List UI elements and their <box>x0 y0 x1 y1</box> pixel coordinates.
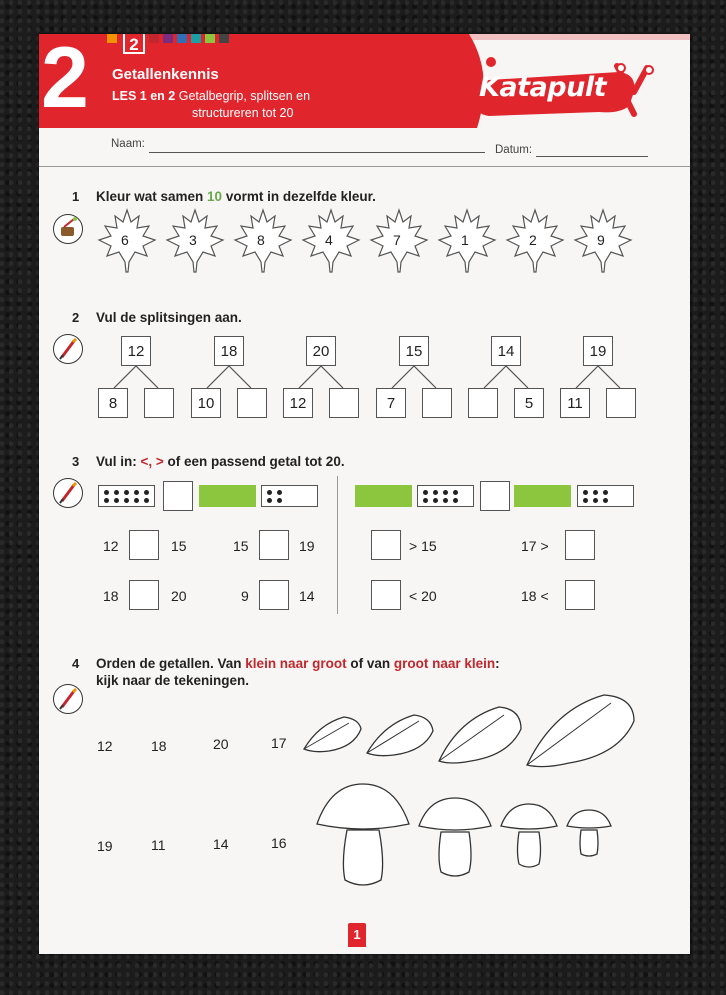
paint-jar-icon <box>53 214 83 244</box>
leaf-number: 9 <box>597 232 605 248</box>
lesson-subtitle-1: Getalbegrip, splitsen en <box>178 89 311 103</box>
leaf-small-icon <box>304 717 361 752</box>
cmp-box-r2-a[interactable] <box>371 580 401 610</box>
leaf-number: 4 <box>325 232 333 248</box>
green-bar-1 <box>199 485 256 507</box>
cmp-l1-b: 15 <box>171 538 187 554</box>
split-right-box[interactable] <box>237 388 267 418</box>
color-strip-3 <box>163 34 173 43</box>
leaf-medium-icon <box>367 715 433 756</box>
vertical-divider <box>337 476 338 614</box>
leaf-xlarge-icon <box>527 695 634 767</box>
leaf-number: 8 <box>257 232 265 248</box>
lesson-line-1 <box>112 89 310 103</box>
green-bar-3 <box>514 485 571 507</box>
leaf-number: 6 <box>121 232 129 248</box>
color-strip-6 <box>205 34 215 43</box>
cmp-r1-a: > 15 <box>409 538 437 554</box>
split-branch-icon <box>568 366 628 388</box>
order-r1-2: 20 <box>213 736 229 752</box>
cmp-box-l2-b[interactable] <box>259 580 289 610</box>
split-top-box: 18 <box>214 336 244 366</box>
split-top-box: 15 <box>399 336 429 366</box>
split-top-box: 14 <box>491 336 521 366</box>
divider <box>39 166 690 167</box>
ex4-instruction-mid: of van <box>346 656 394 671</box>
ex4-instruction <box>96 656 500 671</box>
leaf-row <box>95 206 677 278</box>
pencil-icon-2 <box>53 478 83 508</box>
ex1-number: 1 <box>72 189 80 204</box>
split-branch-icon <box>106 366 166 388</box>
cmp-r2-b: 18 < <box>521 588 549 604</box>
color-strip-2 <box>149 34 159 43</box>
split-right-box: 5 <box>514 388 544 418</box>
split-right-box[interactable] <box>606 388 636 418</box>
compare-box-2[interactable] <box>480 481 510 511</box>
leaf-large-icon <box>439 707 521 763</box>
ex4-highlight-1: klein naar groot <box>245 656 347 671</box>
split-top-box: 12 <box>121 336 151 366</box>
leaf-number: 3 <box>189 232 197 248</box>
ex3-instruction-text: Vul in: <box>96 454 141 469</box>
order-r1-3: 17 <box>271 735 287 751</box>
ex4-number: 4 <box>72 656 80 671</box>
katapult-logo <box>469 62 659 118</box>
cmp-l2-d: 14 <box>299 588 315 604</box>
lesson-label: LES 1 en 2 <box>112 89 176 103</box>
order-r1-0: 12 <box>97 738 113 754</box>
dot-card-4 <box>261 485 318 507</box>
ex3-instruction <box>96 454 345 469</box>
ex4-instruction-line2: kijk naar de tekeningen. <box>96 673 250 688</box>
split-left-box: 10 <box>191 388 221 418</box>
cmp-box-r2-b[interactable] <box>565 580 595 610</box>
ex1-instruction <box>96 189 376 204</box>
ex3-number: 3 <box>72 454 80 469</box>
cmp-l2-c: 9 <box>241 588 249 604</box>
color-strip-1 <box>107 34 117 43</box>
logo-text: Katapult <box>479 72 606 103</box>
chapter-number: 2 <box>41 34 89 126</box>
cmp-box-l1-b[interactable] <box>259 530 289 560</box>
color-strip-5 <box>191 34 201 43</box>
color-strip-4 <box>177 34 187 43</box>
ex2-number: 2 <box>72 310 80 325</box>
page-header <box>39 34 690 128</box>
split-branch-icon <box>476 366 536 388</box>
cmp-l2-a: 18 <box>103 588 119 604</box>
split-top-box: 19 <box>583 336 613 366</box>
name-label: Naam: <box>111 138 145 150</box>
ex4-instruction-text: Orden de getallen. Van <box>96 656 246 671</box>
ex2-instruction: Vul de splitsingen aan. <box>96 310 242 325</box>
worksheet-page <box>39 34 690 954</box>
cmp-r1-b: 17 > <box>521 538 549 554</box>
cmp-r2-a: < 20 <box>409 588 437 604</box>
ex4-highlight-2: groot naar klein <box>393 656 496 671</box>
mushrooms-drawing <box>311 782 621 892</box>
dot-card-10 <box>98 485 155 507</box>
ex4-instruction-end: : <box>495 656 500 671</box>
split-top-box: 20 <box>306 336 336 366</box>
split-right-box[interactable] <box>422 388 452 418</box>
split-branch-icon <box>291 366 351 388</box>
ex1-highlight: 10 <box>207 189 223 204</box>
split-left-box: 7 <box>376 388 406 418</box>
order-r2-1: 11 <box>151 837 166 853</box>
order-r2-0: 19 <box>97 838 113 854</box>
date-label: Datum: <box>495 144 533 156</box>
order-r2-2: 14 <box>213 836 229 852</box>
mushroom-medium-icon <box>501 804 557 829</box>
split-left-box[interactable] <box>468 388 498 418</box>
lesson-number-badge: 2 <box>123 34 145 54</box>
cmp-box-l2-a[interactable] <box>129 580 159 610</box>
date-field-line[interactable] <box>536 156 648 157</box>
green-bar-2 <box>355 485 412 507</box>
leaf-number: 1 <box>461 232 469 248</box>
order-r2-3: 16 <box>271 835 287 851</box>
dot-card-6 <box>577 485 634 507</box>
leaf-number: 2 <box>529 232 537 248</box>
split-right-box[interactable] <box>144 388 174 418</box>
cmp-box-l1-a[interactable] <box>129 530 159 560</box>
cmp-box-r1-b[interactable] <box>565 530 595 560</box>
color-strip-7 <box>219 34 229 43</box>
cmp-l2-b: 20 <box>171 588 187 604</box>
dot-card-8 <box>417 485 474 507</box>
lesson-subtitle-2: structureren tot 20 <box>192 106 294 120</box>
mushroom-xlarge-icon <box>317 784 409 829</box>
page-number: 1 <box>348 923 366 947</box>
cmp-l1-d: 19 <box>299 538 315 554</box>
ex3-instruction-text-2: of een passend getal tot 20. <box>163 454 345 469</box>
ex1-instruction-text: Kleur wat samen <box>96 189 208 204</box>
pencil-icon-3 <box>53 684 83 714</box>
split-left-box: 8 <box>98 388 128 418</box>
leaf-number: 7 <box>393 232 401 248</box>
name-field-line[interactable] <box>149 152 485 153</box>
cmp-box-r1-a[interactable] <box>371 530 401 560</box>
oak-leaves-drawing <box>299 689 644 769</box>
ex3-highlight: <, > <box>140 454 164 469</box>
split-right-box[interactable] <box>329 388 359 418</box>
mushroom-small-icon <box>567 810 611 828</box>
split-branch-icon <box>199 366 259 388</box>
split-branch-icon <box>384 366 444 388</box>
split-area <box>39 332 690 424</box>
order-r1-1: 18 <box>151 738 167 754</box>
ex1-instruction-text-2: vormt in dezelfde kleur. <box>222 189 376 204</box>
compare-box-1[interactable] <box>163 481 193 511</box>
chapter-title: Getallenkennis <box>112 66 219 83</box>
mushroom-large-icon <box>419 798 491 830</box>
cmp-l1-c: 15 <box>233 538 249 554</box>
split-left-box: 12 <box>283 388 313 418</box>
cmp-l1-a: 12 <box>103 538 119 554</box>
split-left-box: 11 <box>560 388 590 418</box>
